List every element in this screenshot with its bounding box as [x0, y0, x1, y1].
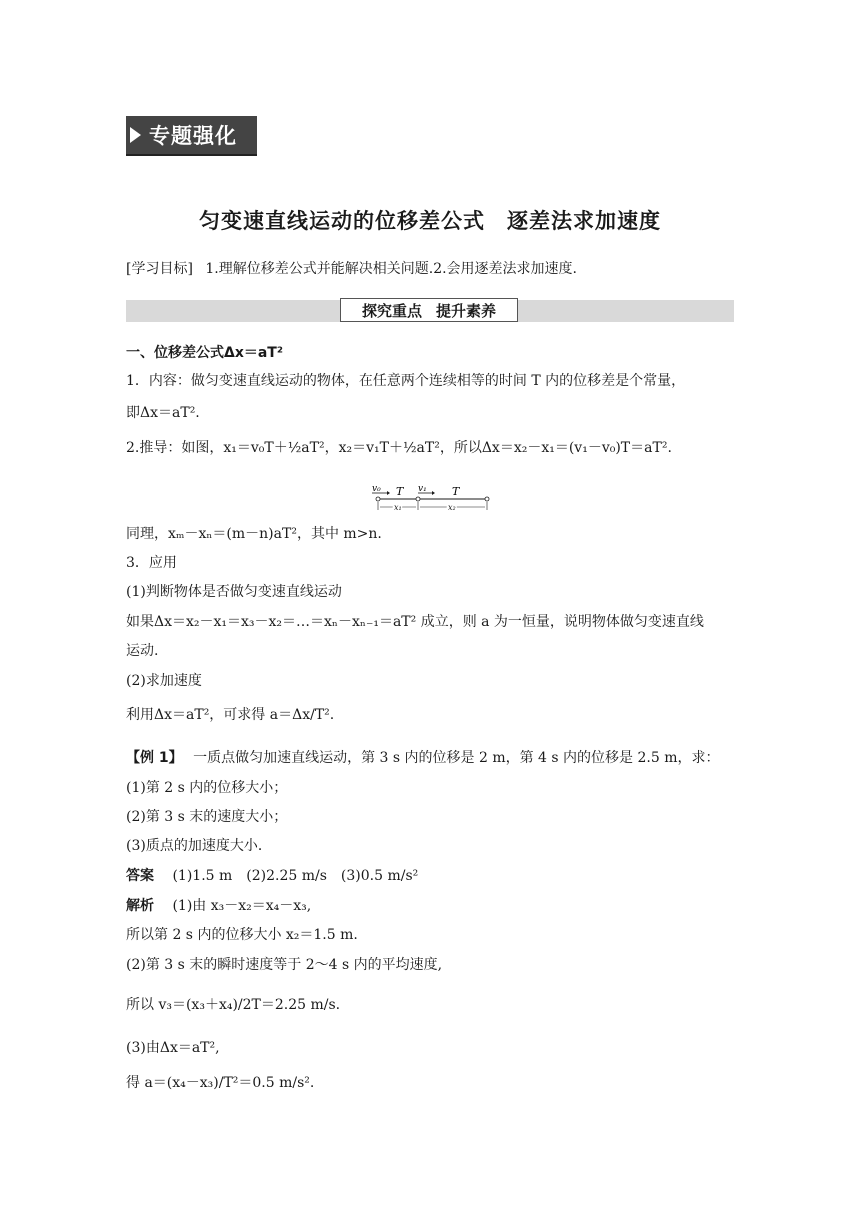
paragraph-find-acceleration: (2)求加速度: [126, 673, 202, 689]
banner-label: 专题强化: [149, 124, 237, 148]
solution-step-6: 得 a＝(x₄－x₃)/T²＝0.5 m/s².: [126, 1075, 315, 1091]
paragraph-content-1a: 1．内容：做匀变速直线运动的物体，在任意两个连续相等的时间 T 内的位移差是个常量，: [126, 373, 686, 389]
example-question: [126, 751, 720, 765]
example-answer: [126, 869, 418, 883]
section-bar-right: 提升素养: [436, 301, 497, 320]
section-banner: [126, 116, 257, 156]
section-heading: 一、位移差公式Δx＝aT²: [126, 345, 283, 361]
diagram-x1: x₁: [394, 503, 402, 512]
paragraph-similarly: 同理，xₘ－xₙ＝(m－n)aT²，其中 m>n.: [126, 526, 382, 542]
solution-step-1: (1)由 x₃－x₂＝x₄－x₃,: [172, 898, 312, 914]
solution-label: 解析: [126, 898, 154, 914]
paragraph-judge-detail-b: 运动.: [126, 643, 159, 659]
paragraph-derivation: 2.推导：如图，x₁＝v₀T＋½aT²，x₂＝v₁T＋½aT²，所以Δx＝x₂－x₁＝(v₁－v₀)T＝aT².: [126, 440, 672, 456]
solution-step-2: 所以第 2 s 内的位移大小 x₂＝1.5 m.: [126, 927, 358, 943]
paragraph-judge-detail-a: 如果Δx＝x₂－x₁＝x₃－x₂＝…＝xₙ－xₙ₋₁＝aT² 成立，则 a 为一恒量，说明物体做匀变速直线: [126, 614, 704, 630]
example-tag: 【例 1】: [126, 750, 183, 766]
example-solution: [126, 899, 311, 913]
motion-diagram: [370, 482, 492, 512]
paragraph-judge: (1)判断物体是否做匀变速直线运动: [126, 584, 342, 600]
page-title: 匀变速直线运动的位移差公式 逐差法求加速度: [199, 209, 661, 233]
diagram-v1: v₁: [418, 484, 427, 494]
section-bar-left: 探究重点: [361, 301, 422, 320]
answer-label: 答案: [126, 868, 154, 884]
learning-objectives: [126, 262, 577, 276]
paragraph-content-1b: 即Δx＝aT².: [126, 405, 200, 421]
example-q1: (1)第 2 s 内的位移大小；: [126, 780, 288, 796]
answer-text: (1)1.5 m (2)2.25 m/s (3)0.5 m/s²: [172, 868, 419, 884]
diagram-x2: x₂: [448, 503, 456, 512]
diagram-t1: T: [396, 485, 404, 498]
section-bar-label: [340, 298, 518, 322]
diagram-t2: T: [452, 485, 460, 498]
objectives-text: 1.理解位移差公式并能解决相关问题.2.会用逐差法求加速度.: [205, 261, 578, 277]
solution-step-4: 所以 v₃＝(x₃＋x₄)/2T＝2.25 m/s.: [126, 997, 341, 1013]
play-triangle-icon: [130, 127, 141, 143]
solution-step-3: (2)第 3 s 末的瞬时速度等于 2～4 s 内的平均速度,: [126, 957, 443, 973]
example-question-text: 一质点做匀加速直线运动，第 3 s 内的位移是 2 m，第 4 s 内的位移是 2.5 m，求：: [193, 750, 720, 766]
example-q3: (3)质点的加速度大小．: [126, 838, 272, 854]
example-q2: (2)第 3 s 末的速度大小；: [126, 809, 288, 825]
paragraph-formula: 利用Δx＝aT²，可求得 a＝Δx/T².: [126, 707, 335, 723]
paragraph-application: 3．应用: [126, 555, 177, 571]
solution-step-5: (3)由Δx＝aT²,: [126, 1040, 220, 1056]
diagram-v0: v₀: [372, 484, 381, 494]
objectives-tag: [学习目标]: [126, 261, 193, 277]
